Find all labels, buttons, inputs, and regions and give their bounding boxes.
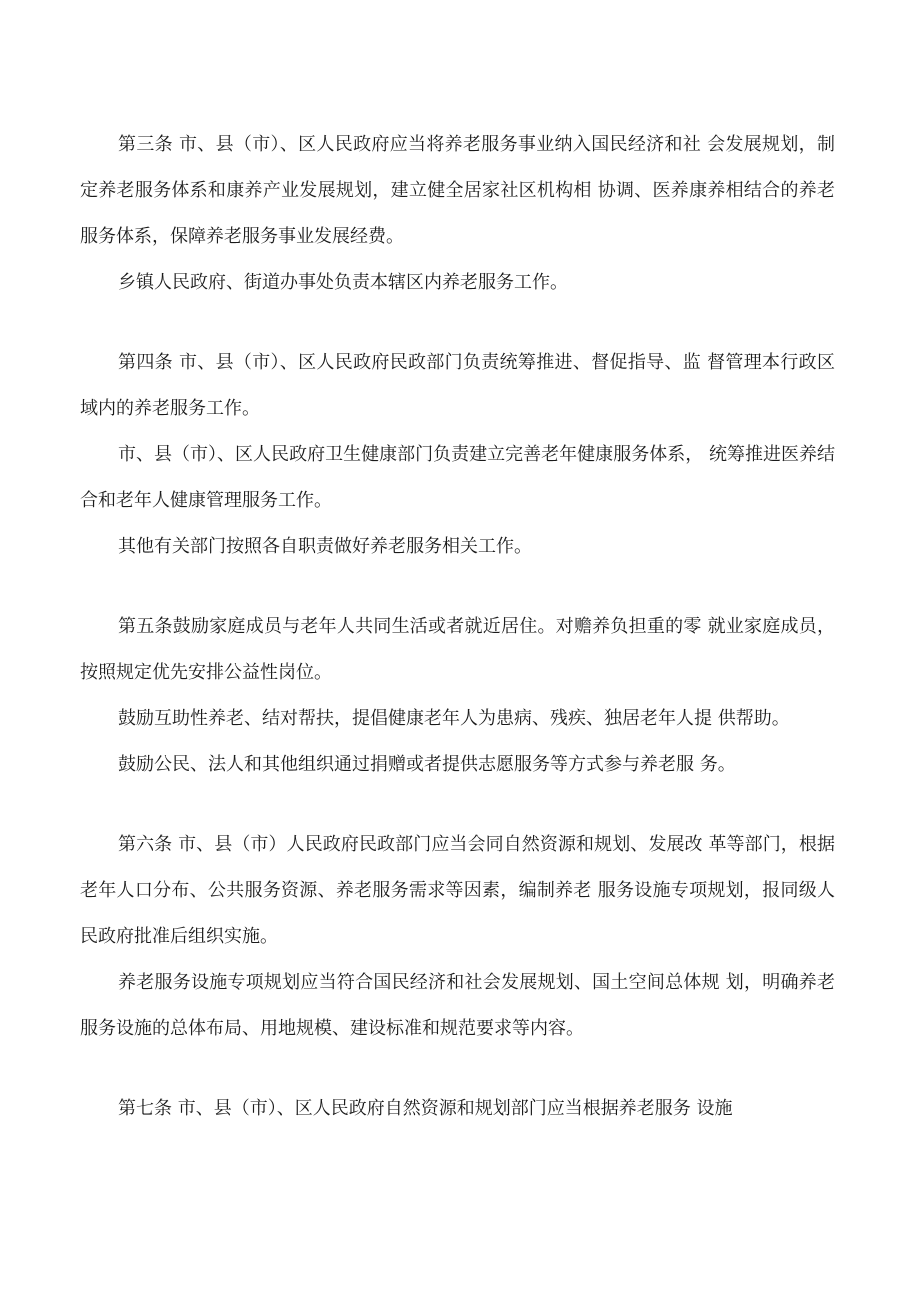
document-body bbox=[80, 122, 835, 1132]
article-4-paragraph-3: 其他有关部门按照各自职责做好养老服务相关工作。 bbox=[118, 536, 532, 557]
article-5-paragraph-3: 鼓励公民、法人和其他组织通过捐赠或者提供志愿服务等方式参与养老服 务。 bbox=[118, 754, 736, 775]
article-5-paragraph-1: 第五条鼓励家庭成员与老年人共同生活或者就近居住。对赡养负担重的零 就业家庭成员，按照规定优先安排公益性岗位。 bbox=[80, 616, 835, 683]
article-3-paragraph-2: 乡镇人民政府、街道办事处负责本辖区内养老服务工作。 bbox=[118, 272, 568, 293]
article-4-paragraph-2: 市、县（市）、区人民政府卫生健康部门负责建立完善老年健康服务体系， 统筹推进医养结合和老年人健康管理服务工作。 bbox=[80, 444, 835, 511]
article-4-paragraph-1: 第四条 市、县（市）、区人民政府民政部门负责统筹推进、督促指导、监 督管理本行政区域内的养老服务工作。 bbox=[80, 352, 835, 419]
article-5-paragraph-2: 鼓励互助性养老、结对帮扶，提倡健康老年人为患病、残疾、独居老年人提 供帮助。 bbox=[118, 708, 790, 729]
article-6-paragraph-1: 第六条 市、县（市）人民政府民政部门应当会同自然资源和规划、发展改 革等部门，根据老年人口分布、公共服务资源、养老服务需求等因素，编制养老 服务设施专项规划，报同级人民政府批准后组织实施。 bbox=[80, 834, 835, 947]
article-7-paragraph-1: 第七条 市、县（市）、区人民政府自然资源和规划部门应当根据养老服务 设施 bbox=[118, 1098, 733, 1119]
article-3-paragraph-1: 第三条 市、县（市）、区人民政府应当将养老服务事业纳入国民经济和社 会发展规划，制定养老服务体系和康养产业发展规划，建立健全居家社区机构相 协调、医养康养相结合的养老服务体系，保障养老服务事业发展经费。 bbox=[80, 134, 835, 247]
article-6-paragraph-2: 养老服务设施专项规划应当符合国民经济和社会发展规划、国土空间总体规 划，明确养老服务设施的总体布局、用地规模、建设标准和规范要求等内容。 bbox=[80, 972, 835, 1039]
